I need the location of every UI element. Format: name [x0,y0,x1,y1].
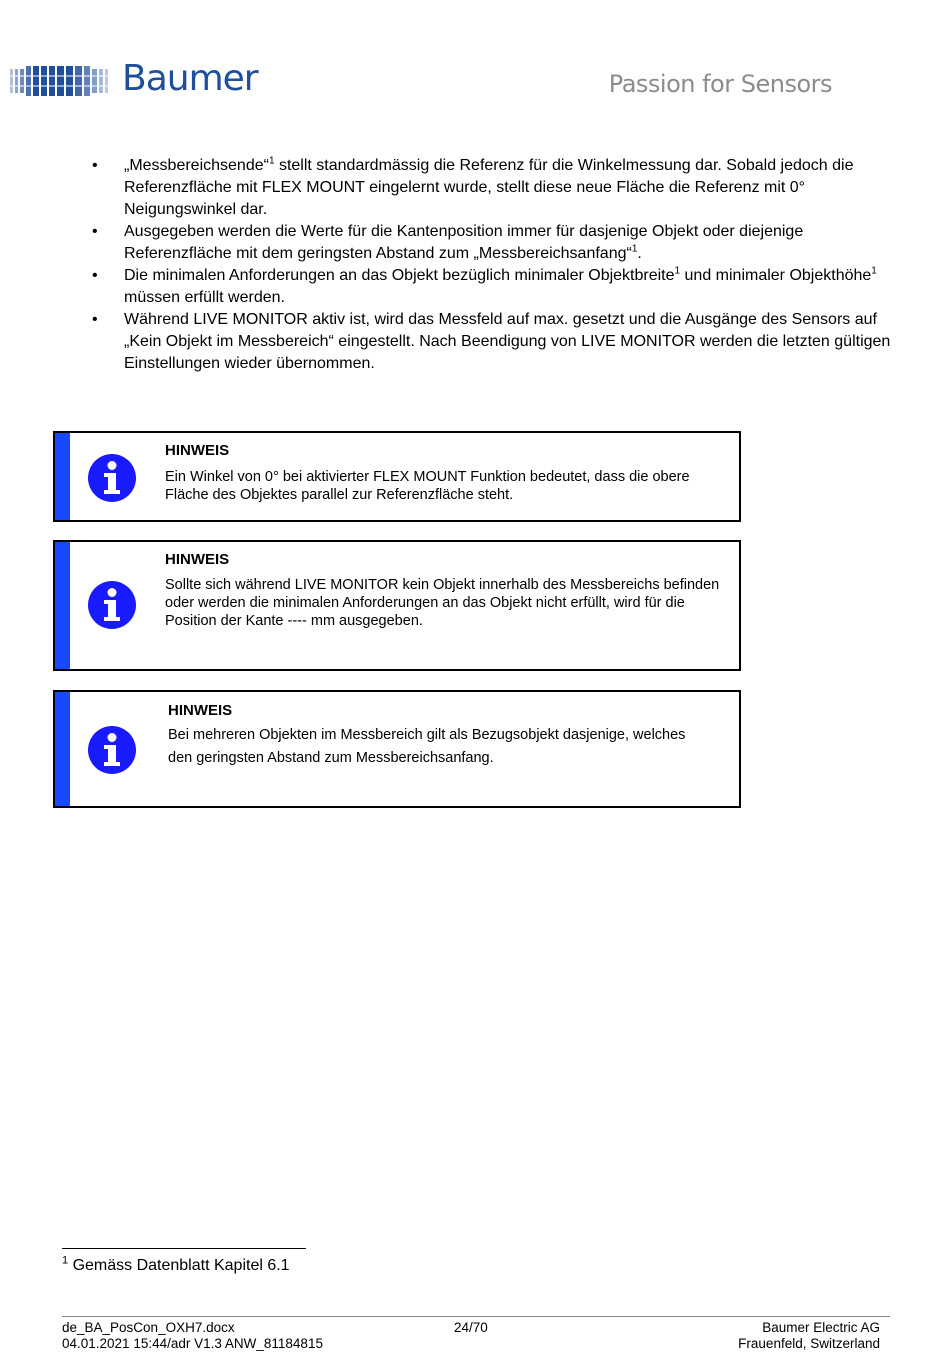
list-item: • „Messbereichsende“$^1$ stellt standardmässig die Referenz für die Winkelmessung dar. Sobald jedoch die Referenzfläche mit FLEX MOUNT eingelernt wurde, stellt diese neue Fläche die Referenz mit 0° Neigungswinkel dar. [92,155,854,218]
note-title: HINWEIS [165,442,230,459]
bullet-list [92,155,892,375]
note-box [53,431,741,522]
note-title: HINWEIS [165,551,230,568]
info-icon [87,453,137,503]
footer-company: Baumer Electric AG [762,1320,880,1335]
list-item: • Die minimalen Anforderungen an das Objekt bezüglich minimaler Objektbreite$^1$ und minimaler Objekthöhe$^1$ müssen erfüllt werden. [92,265,877,306]
page-header [0,0,950,120]
note-title: HINWEIS [168,702,233,719]
footer-left [62,1320,323,1352]
footer-location: Frauenfeld, Switzerland [738,1336,880,1351]
note-text: Bei mehreren Objekten im Messbereich gilt als Bezugsobjekt dasjenige, welches den geringsten Abstand zum Messbereichsanfang. [168,727,686,766]
footer-filename: de_BA_PosCon_OXH7.docx [62,1320,235,1335]
note-accent-bar [55,692,70,806]
note-accent-bar [55,433,70,520]
brand-tagline: Passion for Sensors [608,70,832,98]
note-box [53,540,741,671]
note-text: Ein Winkel von 0° bei aktivierter FLEX MOUNT Funktion bedeutet, dass die obere Fläche des Objektes parallel zur Referenzfläche steht. [165,469,690,503]
info-icon [87,580,137,630]
brand-name: Baumer [122,58,258,99]
footer-right [738,1320,880,1352]
note-text: Sollte sich während LIVE MONITOR kein Objekt innerhalb des Messbereichs befinden oder werden die minimalen Anforderungen an das Objekt nicht erfüllt, wird für die Position der Kante ---- mm ausgegeben. [165,577,720,629]
list-item: • Während LIVE MONITOR aktiv ist, wird das Messfeld auf max. gesetzt und die Ausgänge des Sensors auf „Kein Objekt im Messbereich“ eingestellt. Nach Beendigung von LIVE MONITOR werden die letzten gültigen Einstellungen wieder übernommen. [92,311,891,372]
list-item: • Ausgegeben werden die Werte für die Kantenposition immer für dasjenige Objekt oder diejenige Referenzfläche mit dem geringsten Abstand zum „Messbereichsanfang“$^1$. [92,223,804,262]
footnote-divider [62,1248,306,1249]
footer-meta: 04.01.2021 15:44/adr V1.3 ANW_81184815 [62,1336,323,1351]
footer-page-number: 24/70 [454,1320,488,1335]
note-box [53,690,741,808]
info-icon [87,725,137,775]
footnote: $^1$ Gemäss Datenblatt Kapitel 6.1 [62,1254,290,1274]
note-accent-bar [55,542,70,669]
baumer-logo-icon [10,66,108,96]
footer-divider [62,1316,890,1317]
